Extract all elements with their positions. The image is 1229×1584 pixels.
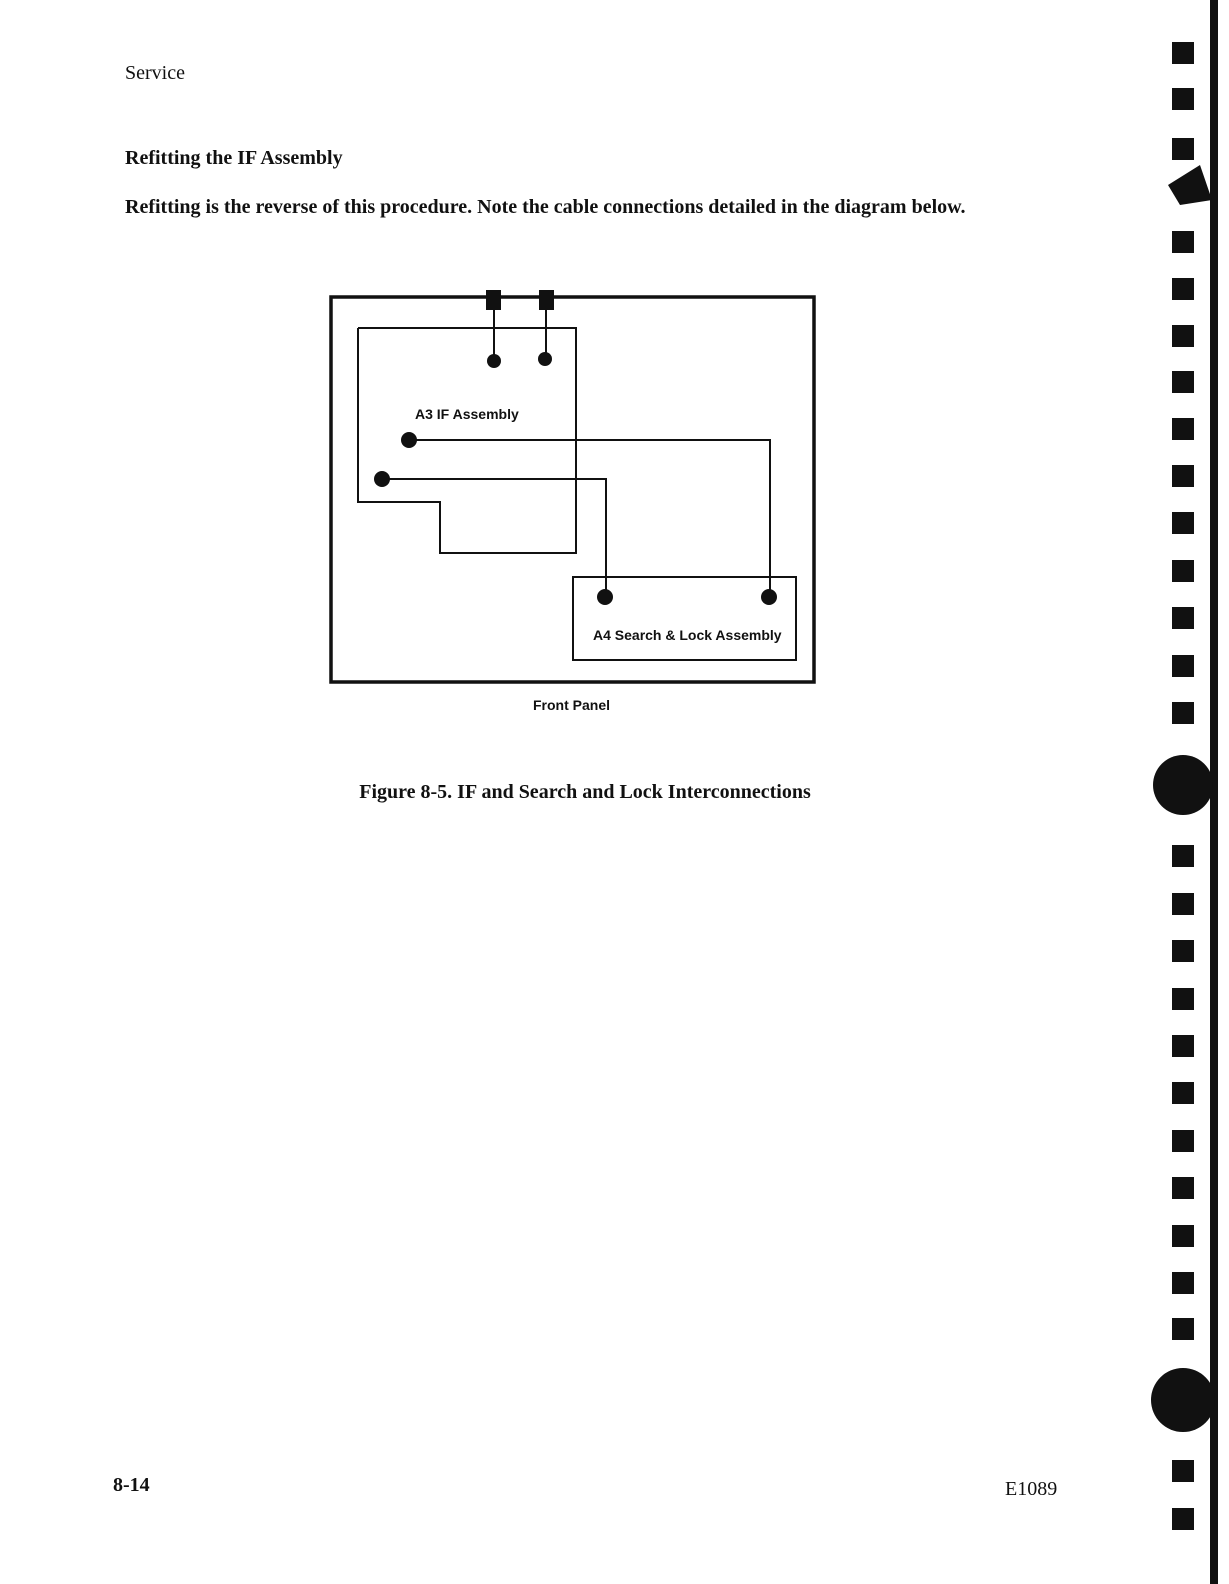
binding-mark-16 xyxy=(1172,893,1194,915)
binding-mark-25 xyxy=(1172,1318,1194,1340)
binding-mark-15 xyxy=(1172,845,1194,867)
front-panel-label: Front Panel xyxy=(533,697,611,713)
document-code: E1089 xyxy=(1005,1478,1058,1500)
binding-mark-22 xyxy=(1172,1177,1194,1199)
binding-mark-9 xyxy=(1172,465,1194,487)
a4-label: A4 Search & Lock Assembly xyxy=(593,627,782,643)
binding-mark-10 xyxy=(1172,512,1194,534)
binding-mark-27 xyxy=(1172,1508,1194,1530)
binding-mark-4 xyxy=(1172,231,1194,253)
binding-notch xyxy=(1168,165,1212,205)
binding-mark-23 xyxy=(1172,1225,1194,1247)
binding-mark-2 xyxy=(1172,88,1194,110)
binding-mark-13 xyxy=(1172,655,1194,677)
body-paragraph: Refitting is the reverse of this procedure. Note the cable connections detailed in the diagram below. xyxy=(125,196,966,218)
binding-mark-3 xyxy=(1172,138,1194,160)
binding-ring-1 xyxy=(1153,755,1213,815)
binding-mark-6 xyxy=(1172,325,1194,347)
page-number: 8-14 xyxy=(113,1474,150,1496)
binding-mark-21 xyxy=(1172,1130,1194,1152)
binding-mark-14 xyxy=(1172,702,1194,724)
binding-mark-8 xyxy=(1172,418,1194,440)
binding-mark-11 xyxy=(1172,560,1194,582)
binding-mark-24 xyxy=(1172,1272,1194,1294)
binding-mark-18 xyxy=(1172,988,1194,1010)
section-header: Service xyxy=(125,62,185,84)
binding-ring-2 xyxy=(1151,1368,1215,1432)
binding-mark-17 xyxy=(1172,940,1194,962)
figure-caption: Figure 8-5. IF and Search and Lock Interconnections xyxy=(359,781,811,803)
binding-mark-5 xyxy=(1172,278,1194,300)
binding-mark-20 xyxy=(1172,1082,1194,1104)
binding-mark-1 xyxy=(1172,42,1194,64)
binding-mark-7 xyxy=(1172,371,1194,393)
binding-mark-26 xyxy=(1172,1460,1194,1482)
binding-mark-19 xyxy=(1172,1035,1194,1057)
a3-label: A3 IF Assembly xyxy=(415,406,519,422)
binding-mark-12 xyxy=(1172,607,1194,629)
section-heading: Refitting the IF Assembly xyxy=(125,147,343,169)
